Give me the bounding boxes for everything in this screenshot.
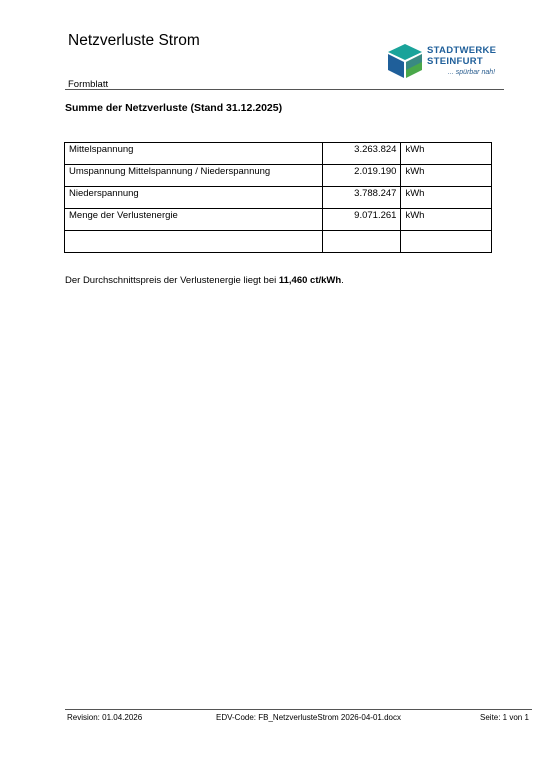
table-row [65, 209, 492, 231]
header-divider [65, 89, 504, 90]
logo-text-line2: STEINFURT [427, 56, 484, 67]
row-unit [401, 231, 492, 253]
table-row [65, 187, 492, 209]
footer-revision: Revision: 01.04.2026 [67, 713, 143, 722]
row-label: Niederspannung [65, 187, 323, 209]
row-value: 3.263.824 [322, 143, 401, 165]
row-label: Umspannung Mittelspannung / Niederspannung [65, 165, 323, 187]
row-value: 2.019.190 [322, 165, 401, 187]
price-note-end: . [341, 275, 344, 286]
price-value: 11,460 ct/kWh [278, 275, 342, 286]
logo-text-line1: STADTWERKE [427, 45, 497, 56]
row-label [65, 231, 323, 253]
price-note [65, 275, 344, 286]
form-subtitle: Formblatt [68, 79, 109, 90]
price-note-text: Der Durchschnittspreis der Verlustenergie liegt bei [65, 275, 279, 286]
row-value [322, 231, 401, 253]
table-row-empty [65, 231, 492, 253]
row-label: Menge der Verlustenergie [65, 209, 323, 231]
table-row [65, 143, 492, 165]
row-unit: kWh [401, 165, 492, 187]
row-value: 3.788.247 [322, 187, 401, 209]
cube-logo-icon [386, 43, 424, 79]
row-value: 9.071.261 [322, 209, 401, 231]
footer-divider [65, 709, 532, 710]
row-unit: kWh [401, 187, 492, 209]
section-heading: Summe der Netzverluste (Stand 31.12.2025) [65, 102, 283, 114]
row-label: Mittelspannung [65, 143, 323, 165]
row-unit: kWh [401, 143, 492, 165]
page-title: Netzverluste Strom [68, 32, 200, 49]
row-unit: kWh [401, 209, 492, 231]
table-row [65, 165, 492, 187]
losses-table [64, 142, 492, 253]
logo-tagline: ... spürbar nah! [448, 69, 496, 76]
footer-page-number: Seite: 1 von 1 [480, 713, 529, 722]
stadtwerke-logo [386, 43, 506, 83]
footer-edv-code: EDV-Code: FB_NetzverlusteStrom 2026-04-01.docx [216, 713, 401, 722]
